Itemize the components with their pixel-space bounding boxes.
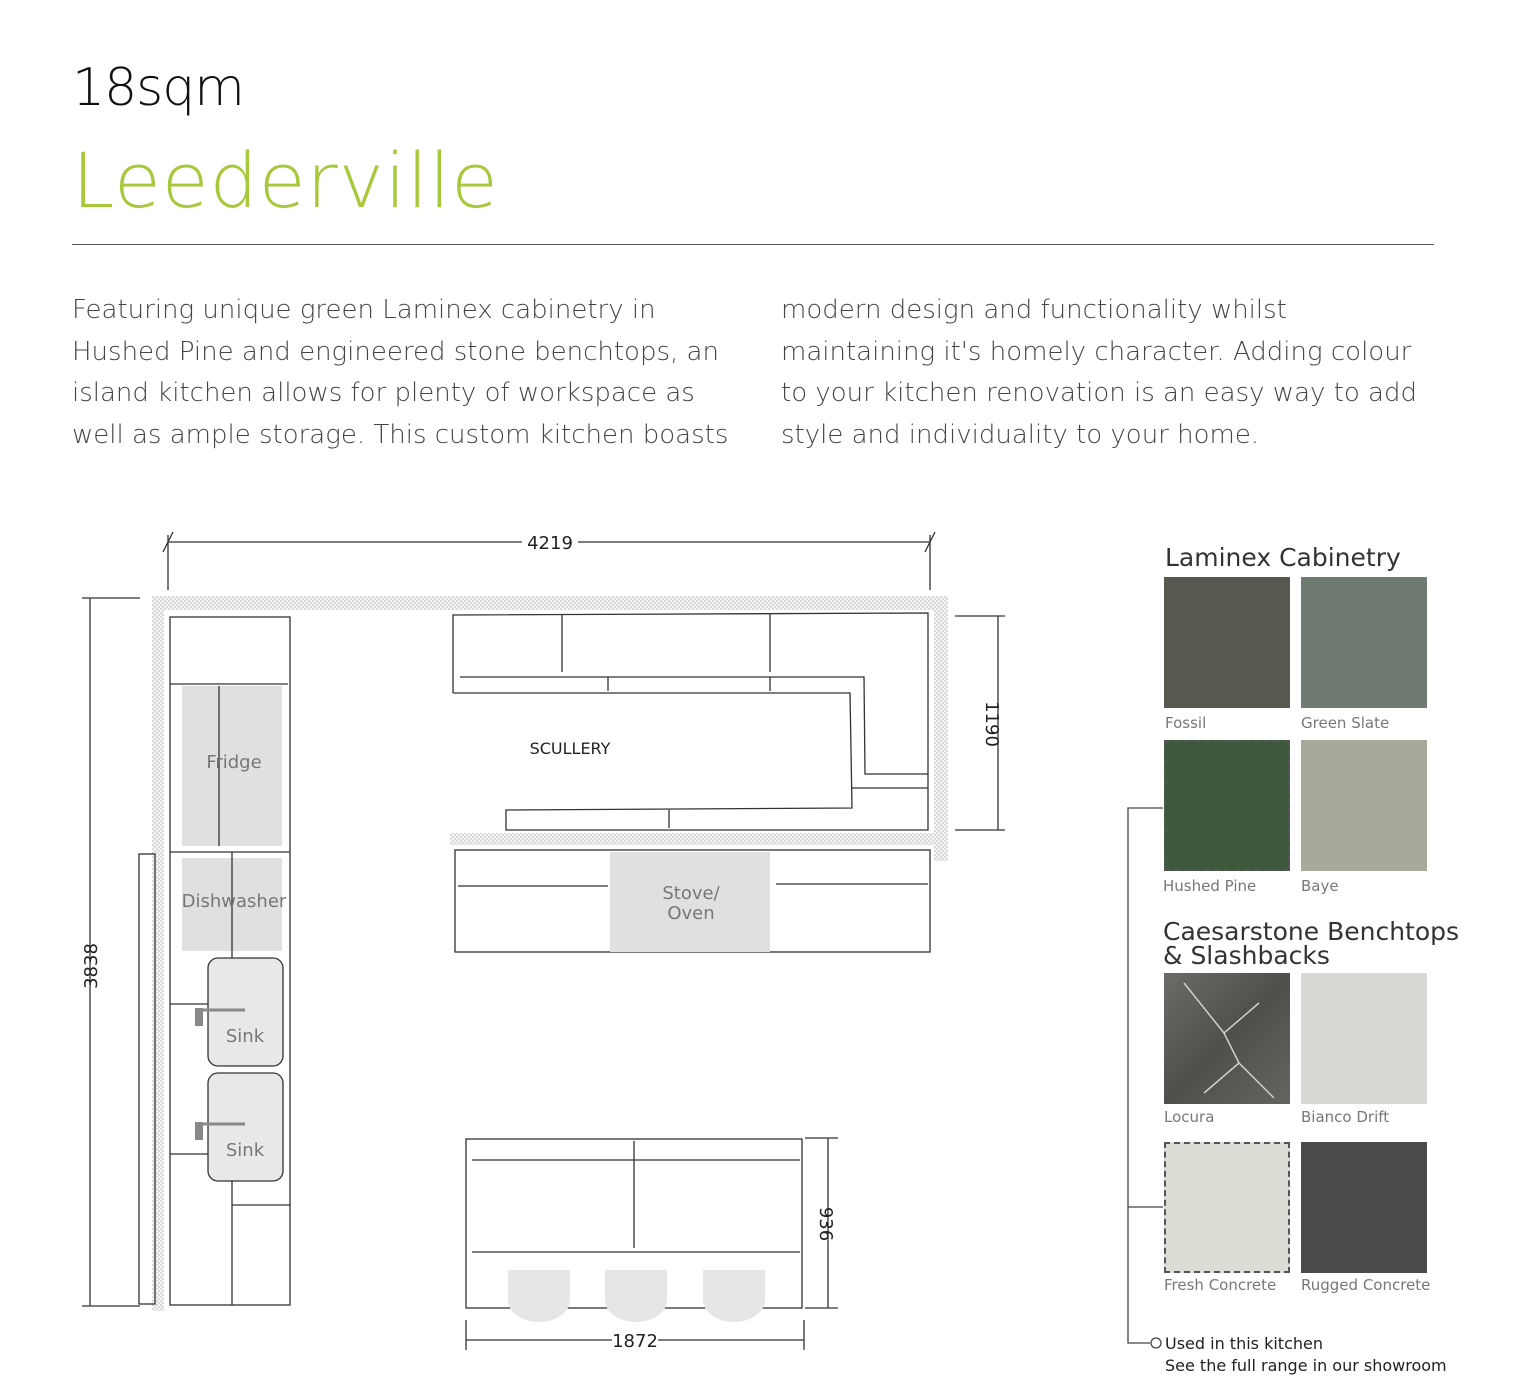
label-fridge: Fridge: [206, 752, 262, 773]
legend-showroom: See the full range in our showroom: [1165, 1356, 1447, 1375]
benchtops-heading-line1: Caesarstone Benchtops: [1163, 917, 1460, 946]
dim-width: 4219: [527, 533, 573, 554]
wall-scullery: [450, 833, 936, 845]
label-stove: Stove/: [662, 883, 720, 904]
wall-top: [152, 596, 948, 610]
label-dishwasher: Dishwasher: [181, 891, 287, 912]
swatch-fossil: [1164, 577, 1290, 708]
cabinetry-heading: Laminex Cabinetry: [1165, 543, 1401, 572]
scullery-benches: [453, 613, 928, 830]
swatch-locura: [1164, 973, 1290, 1104]
dim-scullery: 1190: [981, 701, 1002, 747]
dim-length: 3838: [81, 943, 102, 989]
swatch-fresh-concrete: [1164, 1142, 1290, 1273]
label-scullery: SCULLERY: [529, 739, 611, 758]
description-col-2: modern design and functionality whilst maintaining it's homely character. Adding colour to your kitchen renovation is an easy way to add style and individuality to your home.: [781, 295, 1417, 450]
swatch-baye: [1301, 740, 1427, 871]
label-sink-2: Sink: [225, 1140, 265, 1161]
kitchen-size: 18sqm: [72, 58, 244, 118]
wall-right: [934, 596, 948, 861]
swatch-bianco-drift: [1301, 973, 1427, 1104]
legend-connector: [1128, 808, 1163, 1348]
swatch-label: Locura: [1164, 1108, 1215, 1126]
swatch-label: Fresh Concrete: [1164, 1276, 1277, 1294]
swatch-label: Hushed Pine: [1163, 877, 1257, 895]
page-title: Leederville: [72, 136, 499, 225]
swatch-rugged-concrete: [1301, 1142, 1427, 1273]
swatch-label: Bianco Drift: [1301, 1108, 1390, 1126]
legend-used: Used in this kitchen: [1165, 1334, 1323, 1353]
label-oven: Oven: [667, 903, 715, 924]
sink-2: [208, 1073, 283, 1181]
stool-2: [605, 1270, 667, 1322]
swatch-label: Green Slate: [1301, 714, 1390, 732]
benchtops-heading: [1163, 917, 1460, 970]
swatch-hushed-pine: [1164, 740, 1290, 871]
swatch-label: Baye: [1301, 877, 1339, 895]
stool-1: [508, 1270, 570, 1322]
benchtops-heading-line2: & Slashbacks: [1163, 941, 1330, 970]
dim-island-depth: 936: [815, 1206, 836, 1242]
description-col-1: Featuring unique green Laminex cabinetry in Hushed Pine and engineered stone benchtops, an island kitchen allows for plenty of workspace as well as ample storage. This custom kitchen boasts: [72, 295, 729, 450]
swatch-label: Fossil: [1165, 714, 1207, 732]
sink-1: [208, 958, 283, 1066]
stool-3: [703, 1270, 765, 1322]
dim-island-width: 1872: [612, 1331, 658, 1352]
swatch-green-slate: [1301, 577, 1427, 708]
wall-left: [152, 596, 164, 1311]
swatch-label: Rugged Concrete: [1301, 1276, 1431, 1294]
label-sink-1: Sink: [225, 1026, 265, 1047]
